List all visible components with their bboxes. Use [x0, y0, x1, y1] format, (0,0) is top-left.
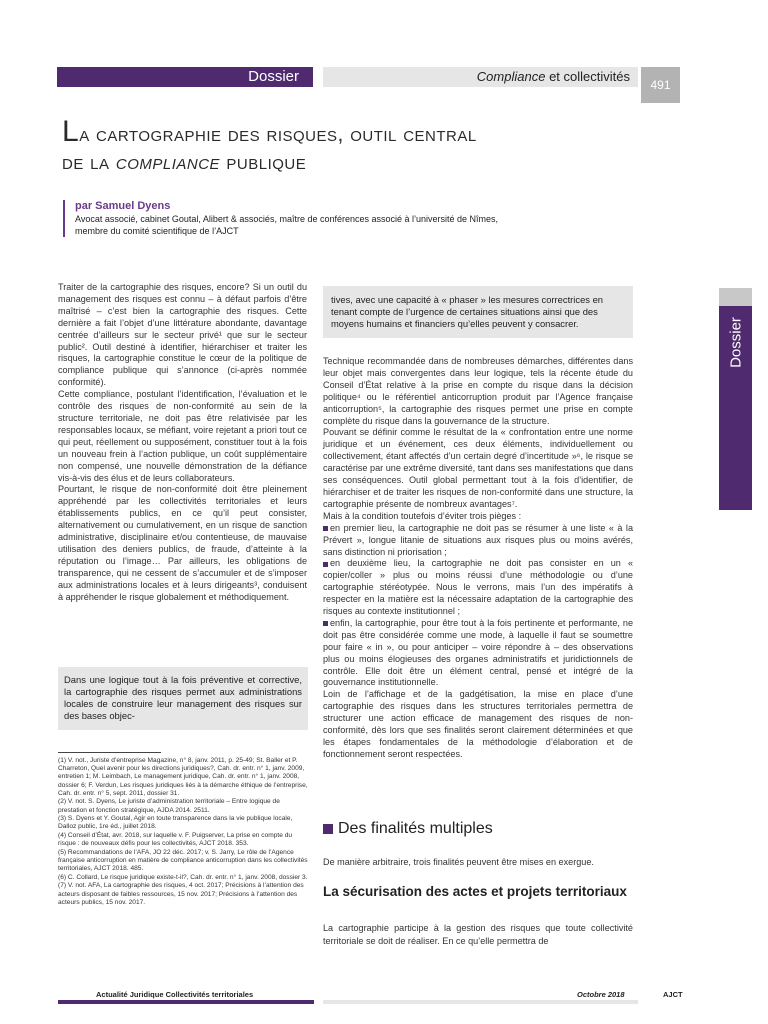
bullet-item: enfin, la cartographie, pour être tout à la fois pertinente et performante, ne doit pas être considérée comme une mode, à laquelle il faut se soumettre pour faire « in », ou pour anticiper – voire répondre à – des observations plus ou moins élogieuses des organes administratifs et juridictionnels de contrôle. Elle doit être un élément central, pensé et intégré de la gouvernance institutionnelle. — [323, 617, 633, 688]
paragraph: Technique recommandée dans de nombreuses démarches, différentes dans leur objet mais convergentes dans leur logique, tels la récente étude du Conseil d’État relative à la prise en compte du risque dans la décision politique⁴ ou le référentiel anticorruption produit par l’Agence française anticorruption⁵, la cartographie des risques permet une prise en compte complète du risque dans la gouvernance de la structure. — [323, 356, 633, 426]
section-label: Dossier — [248, 68, 299, 85]
paragraph: Pouvant se définir comme le résultat de la « confrontation entre une norme juridique et un événement, ces deux éléments, individuellement ou collectivement, étant affectés d’un certain degré d’incertitude »⁶, le risque se caractérise par une extrême diversité, tant dans ses manifestations que dans ses conséquences. Outil global permettant tout à la fois d’identifier, de hiérarchiser et de traiter les risques de non-conformité dans une structure, la cartographie présente de nombreux avantages⁷. — [323, 427, 633, 509]
column-left — [58, 282, 307, 603]
page-number: 491 — [641, 67, 680, 103]
footer-abbr: AJCT — [663, 990, 683, 999]
paragraph: Traiter de la cartographie des risques, encore? Si un outil du management des risques est connu – à défaut parfois d’être maîtrisé – c’est bien la cartographie des risques. Cette dernière a fait l’objet d’une littérature abondante, davantage centrée d’ailleurs sur le secteur privé¹ que sur le secteur public². Outil destiné à identifier, hiérarchiser et traiter les risques, la cartographie constitue le cœur de la politique de compliance publique qui s’annonce (ci-après nommée conformité). — [58, 282, 307, 388]
subsection-heading: La sécurisation des actes et projets territoriaux — [323, 884, 627, 899]
subsection-text: La cartographie participe à la gestion des risques que toute collectivité territoriale se doit de réaliser. En ce qu’elle permettra de — [323, 923, 633, 946]
side-tab-cap — [719, 288, 752, 306]
footnote: (7) V. not. AFA, La cartographie des risques, 4 oct. 2017; Précisions à l’attention des acteurs disposant de faibles ressources, 15 nov. 2017; Précisions à l’attention des acteurs publics, 15 nov. 2017. — [58, 882, 304, 906]
section-heading: Des finalités multiples — [323, 820, 493, 838]
topic-banner — [323, 67, 638, 87]
footnote: (3) S. Dyens et Y. Goutal, Agir en toute transparence dans la vie publique locale, Dalloz public, 1re éd., juillet 2018. — [58, 815, 293, 831]
side-tab — [719, 306, 752, 510]
pull-quote-part1: Dans une logique tout à la fois préventive et corrective, la cartographie des risques permet aux administrations locales de construire leur management des risques sur des bases objec- — [58, 667, 308, 730]
footnote: (1) V. not., Juriste d’entreprise Magazine, n° 8, janv. 2011, p. 25-49; St. Baller et P. Charreton, Quel avenir pour les directions juridiques?, Cah. dr. entr. n° 1, janv. 2009, entretien 1; M. Leimbach, Le management juridique, Cah. dr. entr. n° 1, janv. 2008, dossier 6; F. Verdun, Les risques juridiques liés à la démarche éthique de l’entreprise, Cah. dr. entr. n° 5, sept. 2011, dossier 31. — [58, 757, 308, 797]
footnotes — [58, 757, 308, 907]
side-tab-label: Dossier — [727, 317, 744, 368]
footer-journal: Actualité Juridique Collectivités territoriales — [96, 990, 254, 999]
column-right — [323, 356, 633, 761]
pull-quote-part2: tives, avec une capacité à « phaser » les mesures correctrices en tenant compte de l’urgence de certaines situations ainsi que des moyens humains et financiers qu’elles peuvent y consacrer. — [323, 286, 633, 338]
footer-rule-right — [323, 1000, 638, 1004]
section-banner — [57, 67, 313, 87]
footnote: (4) Conseil d’État, avr. 2018, sur laquelle v. F. Puigserver, La prise en compte du risque : de nouveaux défis pour les collectivités, AJCT 2018. 353. — [58, 832, 293, 848]
topic-label: Compliance et collectivités — [476, 69, 630, 84]
section-intro: De manière arbitraire, trois finalités peuvent être mises en exergue. — [323, 857, 594, 867]
paragraph: Cette compliance, postulant l’identification, l’évaluation et le contrôle des risques de non-conformité au sein de la structure territoriale, ne doit pas être relativisée par les responsables locaux, se méfiant, voire rejetant a priori tout ce qui peut, réellement ou supposément, constituer tout à la fois un nouveau frein à l’action publique, un coût supplémentaire non compensé, une nouvelle démonstration de la défiance vis-à-vis des élus et de leurs collaborateurs. — [58, 389, 307, 483]
footnote: (2) V. not. S. Dyens, Le juriste d’administration territoriale – Entre logique de prestation et fonction stratégique, AJDA 2014. 2511. — [58, 798, 280, 814]
footer-rule-left — [58, 1000, 314, 1004]
bullet-item: en premier lieu, la cartographie ne doit pas se résumer à une liste « à la Prévert », longue litanie de situations aux risques plus ou moins avérés, sans distinction ni priorisation ; — [323, 522, 633, 557]
paragraph: Mais à la condition toutefois d’éviter trois pièges : — [323, 510, 522, 521]
bullet-square-icon — [323, 621, 328, 626]
article-title: La cartographie des risques, outil central de la compliance publique — [62, 115, 477, 174]
paragraph: Pourtant, le risque de non-conformité doit être pleinement appréhendé par les collectivités territoriales et leurs établissements publics, en ce qu’il peut consister, alternativement ou cumulativement, en un risque de sanction administrative, disciplinaire et/ou contentieuse, de mauvaise utilisation des deniers publics, de fraude, d’atteinte à la réputation ou l’image… Par ailleurs, les obligations de transparence, qui ne cessent de s’accumuler et de s’imposer aux administrations locales et à leurs dirigeants³, conduisent à appréhender le risque globalement et méthodiquement. — [58, 484, 307, 602]
bullet-square-icon — [323, 562, 328, 567]
bullet-square-icon — [323, 526, 328, 531]
byline — [63, 200, 623, 237]
footnote-divider — [58, 752, 161, 753]
footnote: (6) C. Collard, Le risque juridique existe-t-il?, Cah. dr. entr. n° 1, janv. 2008, dossier 3. — [58, 873, 308, 881]
heading-square-icon — [323, 824, 333, 834]
author-committee: membre du comité scientifique de l’AJCT — [75, 226, 239, 236]
author-affiliation: Avocat associé, cabinet Goutal, Alibert & associés, maître de conférences associé à l’université de Nîmes, — [75, 214, 499, 224]
footnote: (5) Recommandations de l’AFA, JO 22 déc. 2017; v. S. Jarry, Le rôle de l’Agence française anticorruption en matière de compliance anticorruption dans les collectivités territoriales, AJCT 2018. 485. — [58, 848, 308, 873]
author-name: par Samuel Dyens — [75, 200, 171, 212]
paragraph: Loin de l’affichage et de la gadgétisation, la mise en place d’une cartographie des risques dans les structures territoriales permettra de structurer une action efficace de management des risques de non-conformité, dès lors que ses finalités seront clairement déterminées et que les étapes fondamentales de la méthodologie d’élaboration et de fonctionnement seront respectées. — [323, 689, 633, 759]
bullet-item: en deuxième lieu, la cartographie ne doit pas consister en un « copier/coller » plus ou moins réussi d’une méthodologie ou d’une cartographie stéréotypée. Nous le verrons, mais l’un des impératifs à respecter en la matière est la nécessaire adaptation de la cartographie des risques au contexte institutionnel ; — [323, 558, 633, 617]
footer-date: Octobre 2018 — [577, 990, 625, 999]
